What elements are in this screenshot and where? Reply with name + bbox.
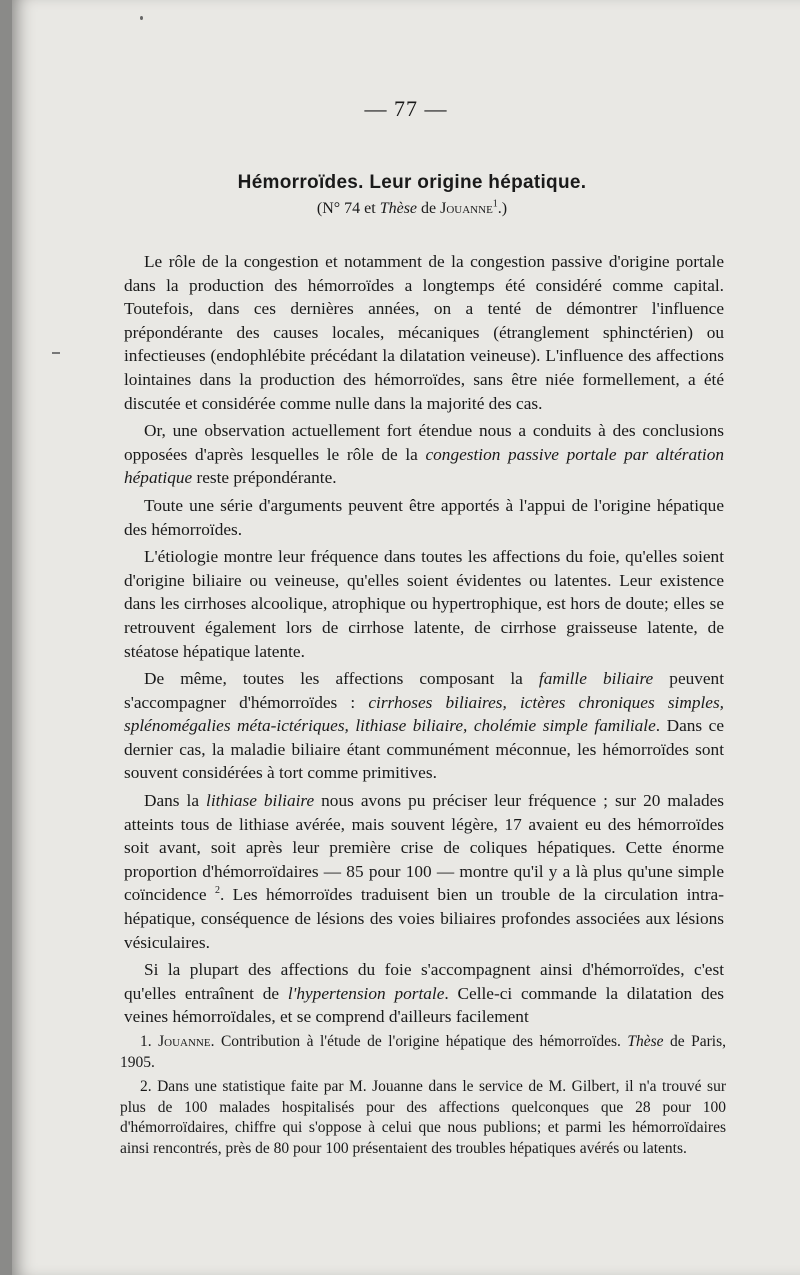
margin-mark: [52, 352, 60, 354]
footnote-place: de Paris, 1905.: [120, 1033, 727, 1071]
footnotes: [120, 1032, 726, 1163]
footnote-these: Thèse: [627, 1033, 664, 1050]
text-run: . Dans ce dernier cas, la maladie biliaire étant communément méconnue, les hémorroïdes sont souvent considérées à tort comme primitives.: [124, 716, 724, 783]
paragraph: L'étiologie montre leur fréquence dans toutes les affections du foie, qu'elles soient d'origine biliaire ou veineuse, qu'elles soient évidentes ou latentes. Leur existence dans les cirrhoses alcoolique, atrophique ou hypertrophique, est hors de doute; elles se retrouvent également lors de cirrhose latente, de cirrhose graisseuse latente, de stéatose hépatique latente.: [124, 547, 724, 661]
text-run: Dans la: [144, 791, 207, 811]
section-title: Hémorroïdes. Leur origine hépatique.: [237, 172, 587, 193]
italic-run: cirrhoses biliaires, ictères chroniques simples, splénomégalies méta-ictériques, lithiase biliaire, cholémie simple familiale: [124, 692, 724, 736]
document-page: [12, 0, 800, 1275]
section-subtitle: [12, 200, 800, 218]
paragraph: [124, 789, 724, 954]
paragraph: [124, 667, 724, 785]
text-run: nous avons pu préciser leur fréquence ; sur 20 malades atteints tous de lithiase avérée, mais souvent légère, 17 avaient eu des hémorroïdes soit avant, soit après leur première crise de coliques hépatiques. Cette énorme proportion d'hémorroïdaires — 85 pour 100 — montre qu'il y a là plus qu'une simple coïncidence: [124, 791, 724, 905]
text-run: Si la plupart des affections du foie s'accompagnent ainsi d'hémorroïdes, c'est qu'elles entraînent de: [124, 960, 724, 1003]
subtitle-these: Thèse: [379, 200, 418, 217]
footnote-2: 2. Dans une statistique faite par M. Jouanne dans le service de M. Gilbert, il n'a trouvé sur plus de 100 malades hospitalisés pour des affections quelconques que 28 pour 100 d'hémorroïdaires, chiffre qui s'oppose à celui que nous publions; et parmi les hémorroïdaires ainsi rencontrés, près de 80 pour 100 présentaient des troubles hépatiques avérés ou latents.: [120, 1078, 726, 1157]
page-number: — 77 —: [364, 96, 448, 121]
paragraph: [124, 419, 724, 490]
paragraph: Toute une série d'arguments peuvent être apportés à l'appui de l'origine hépatique des hémorroïdes.: [124, 495, 724, 539]
subtitle-author: Jouanne: [440, 200, 493, 217]
italic-run: lithiase biliaire: [206, 791, 315, 811]
subtitle-prefix: (N° 74 et: [316, 200, 380, 217]
text-run: . Les hémorroïdes traduisent bien un trouble de la circulation intra-hépatique, conséquence de lésions des voies biliaires profondes associées aux lésions vésiculaires.: [124, 885, 724, 952]
italic-run: congestion passive portale par altération hépatique: [124, 444, 724, 488]
paragraph: [124, 958, 724, 1029]
footnote-author: Jouanne: [158, 1033, 211, 1050]
text-run: peuvent s'accompagner d'hémorroïdes :: [124, 669, 725, 712]
footnote-1: [120, 1032, 726, 1073]
subtitle-middle: de: [417, 200, 441, 217]
text-run: Or, une observation actuellement fort étendue nous a conduits à des conclusions opposées d'après lesquelles le rôle de la: [124, 421, 724, 464]
speck-mark: [140, 16, 143, 20]
footnote-number: 1.: [140, 1033, 159, 1050]
footnote-ref: 2: [214, 885, 220, 897]
section-header: [12, 172, 800, 218]
text-run: De même, toutes les affections composant la: [144, 669, 539, 689]
text-run: reste prépondérante.: [192, 468, 337, 488]
paragraph: Le rôle de la congestion et notamment de la congestion passive d'origine portale dans la production des hémorroïdes a longtemps été considéré comme capital. Toutefois, dans ces dernières années, on a tenté de démontrer l'influence prépondérante des causes locales, mécaniques (étranglement sphinctérien) ou infectieuses (endophlébite précédant la dilatation veineuse). L'influence des affections lointaines dans la production des hémorroïdes, sans être niée formellement, a été discutée et considérée comme nulle dans la majorité des cas.: [124, 252, 724, 413]
italic-run: famille biliaire: [538, 669, 654, 689]
subtitle-suffix: .): [497, 200, 508, 217]
text-run: . Celle-ci commande la dilatation des veines hémorroïdales, et se comprend d'ailleurs facilement: [124, 983, 724, 1027]
body-text: [124, 250, 724, 1033]
subtitle-note-ref: 1: [492, 198, 498, 210]
footnote-text: . Contribution à l'étude de l'origine hépatique des hémorroïdes.: [210, 1033, 628, 1050]
italic-run: l'hypertension portale: [287, 983, 445, 1003]
